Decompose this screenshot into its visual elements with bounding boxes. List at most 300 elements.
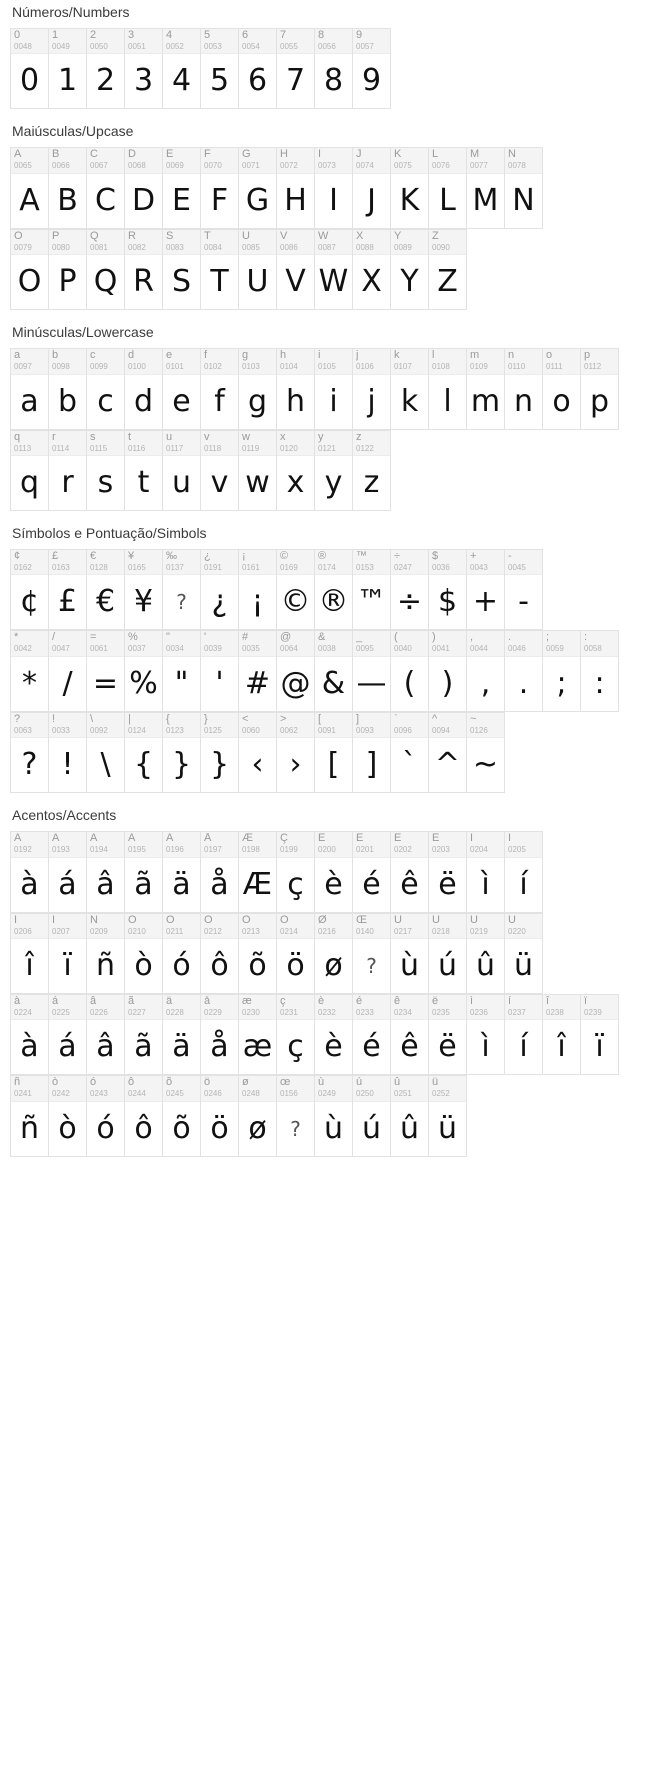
glyph-cell[interactable] [163, 713, 201, 793]
glyph-cell[interactable] [239, 431, 277, 511]
glyph-char-label: 2 [90, 30, 97, 41]
glyph-render: " [174, 665, 189, 701]
glyph-render: A [19, 182, 40, 218]
glyph-cell[interactable] [315, 995, 353, 1075]
glyph-cell[interactable] [239, 1076, 277, 1156]
glyph-render: ô [134, 1110, 153, 1146]
glyph-render: j [367, 383, 376, 419]
glyph-cell[interactable] [353, 29, 391, 109]
glyph-char-label: ) [432, 632, 436, 644]
glyph-cell[interactable] [49, 230, 87, 310]
glyph-cell[interactable] [391, 349, 429, 429]
glyph-render: à [20, 866, 39, 902]
glyph-char-label: I [318, 149, 322, 161]
glyph-cell[interactable] [125, 349, 163, 429]
glyph-char-label: Í [508, 833, 512, 845]
glyph-cell[interactable] [49, 148, 87, 228]
glyph-cell[interactable] [49, 995, 87, 1075]
glyph-cell[interactable] [353, 349, 391, 429]
glyph-cell[interactable] [49, 914, 87, 994]
glyph-cell-header [201, 713, 238, 738]
glyph-render: ¥ [133, 584, 154, 620]
glyph-cell-header [581, 995, 618, 1020]
glyph-cell[interactable] [315, 230, 353, 310]
glyph-render: L [439, 182, 456, 218]
glyph-render: S [171, 264, 192, 300]
glyph-cell[interactable] [429, 995, 467, 1075]
glyph-code-label: 0232 [318, 1007, 336, 1017]
glyph-render: ) [441, 665, 454, 701]
glyph-render: D [131, 182, 156, 218]
glyph-render: x [286, 464, 305, 500]
glyph-cell[interactable] [239, 914, 277, 994]
glyph-cell[interactable] [505, 914, 543, 994]
glyph-cell[interactable] [277, 148, 315, 228]
glyph-char-label: ( [394, 632, 398, 644]
glyph-cell[interactable] [277, 431, 315, 511]
glyph-code-label: 0101 [166, 362, 184, 372]
glyph-render: ú [437, 947, 457, 983]
glyph-cell[interactable] [277, 230, 315, 310]
glyph-render: ç [287, 1029, 304, 1065]
glyph-cell-header [11, 995, 48, 1020]
glyph-cell[interactable] [163, 550, 201, 630]
glyph-cell[interactable] [125, 995, 163, 1075]
glyph-cell[interactable] [353, 1076, 391, 1156]
glyph-cell-header [125, 713, 162, 738]
glyph-char-label: { [166, 713, 170, 725]
glyph-cell[interactable] [277, 349, 315, 429]
glyph-cell[interactable] [505, 995, 543, 1075]
glyph-cell[interactable] [125, 713, 163, 793]
glyph-cell[interactable] [353, 914, 391, 994]
glyph-code-label: 0100 [128, 362, 146, 372]
glyph-cell[interactable] [87, 230, 125, 310]
glyph-cell-header [239, 148, 276, 173]
glyph-cell[interactable] [277, 832, 315, 912]
glyph-cell[interactable] [391, 914, 429, 994]
glyph-cell[interactable] [429, 148, 467, 228]
glyph-cell[interactable] [201, 995, 239, 1075]
glyph-code-label: 0117 [166, 443, 184, 453]
glyph-cell[interactable] [505, 832, 543, 912]
glyph-code-label: 0104 [280, 362, 298, 372]
glyph-cell[interactable] [125, 431, 163, 511]
glyph-cell-header [87, 914, 124, 939]
glyph-cell[interactable] [353, 713, 391, 793]
glyph-cell[interactable] [277, 29, 315, 109]
glyph-cell[interactable] [391, 550, 429, 630]
glyph-cell[interactable] [391, 631, 429, 711]
glyph-code-label: 0251 [394, 1089, 412, 1099]
glyph-cell[interactable] [277, 995, 315, 1075]
glyph-code-label: 0234 [394, 1007, 412, 1017]
glyph-cell[interactable] [543, 995, 581, 1075]
glyph-code-label: 0103 [242, 362, 260, 372]
glyph-cell[interactable] [125, 631, 163, 711]
glyph-code-label: 0033 [52, 725, 70, 735]
glyph-cell[interactable] [429, 230, 467, 310]
glyph-cell[interactable] [505, 349, 543, 429]
glyph-cell[interactable] [163, 995, 201, 1075]
glyph-char-label: ' [204, 632, 207, 644]
glyph-cell[interactable] [125, 148, 163, 228]
glyph-cell-header [315, 148, 352, 173]
glyph-cell[interactable] [581, 995, 619, 1075]
glyph-cell-header [429, 1076, 466, 1101]
glyph-cell[interactable] [163, 914, 201, 994]
glyph-char-label: r [52, 431, 56, 443]
glyph-cell[interactable] [467, 550, 505, 630]
glyph-cell[interactable] [201, 631, 239, 711]
glyph-cell[interactable] [239, 230, 277, 310]
glyph-cell-header [201, 1076, 238, 1101]
glyph-cell-header [163, 148, 200, 173]
glyph-code-label: 0169 [280, 562, 298, 572]
glyph-char-label: N [508, 149, 516, 161]
glyph-char-label: @ [280, 632, 292, 644]
glyph-cell[interactable] [201, 914, 239, 994]
glyph-cell[interactable] [315, 550, 353, 630]
glyph-cell[interactable] [49, 550, 87, 630]
glyph-cell[interactable] [125, 1076, 163, 1156]
glyph-cell[interactable] [11, 29, 49, 109]
glyph-cell[interactable] [49, 631, 87, 711]
glyph-char-label: o [546, 350, 553, 362]
glyph-cell[interactable] [353, 832, 391, 912]
glyph-render: î [25, 947, 34, 983]
glyph-cell[interactable] [277, 550, 315, 630]
glyph-code-label: 0037 [128, 644, 146, 654]
glyph-code-label: 0199 [280, 845, 298, 855]
glyph-cell[interactable] [429, 832, 467, 912]
glyph-char-label: ™ [356, 550, 367, 562]
glyph-code-label: 0090 [432, 242, 450, 252]
glyph-code-label: 0091 [318, 725, 336, 735]
glyph-cell[interactable] [353, 431, 391, 511]
glyph-cell[interactable] [163, 230, 201, 310]
glyph-char-label: â [90, 995, 97, 1007]
glyph-cell[interactable] [49, 29, 87, 109]
glyph-cell[interactable] [11, 550, 49, 630]
glyph-cell[interactable] [201, 431, 239, 511]
glyph-cell[interactable] [391, 1076, 429, 1156]
glyph-cell-header [391, 995, 428, 1020]
glyph-char-label: Ì [470, 833, 474, 845]
glyph-code-label: 0198 [242, 845, 260, 855]
glyph-char-label: ô [128, 1077, 135, 1089]
glyph-cell-header [49, 914, 86, 939]
glyph-cell-header [163, 631, 200, 656]
glyph-char-label: , [470, 632, 474, 644]
glyph-cell[interactable] [11, 431, 49, 511]
glyph-cell[interactable] [239, 29, 277, 109]
glyph-code-label: 0041 [432, 644, 450, 654]
glyph-render: r [61, 464, 74, 500]
glyph-cell[interactable] [581, 349, 619, 429]
glyph-cell[interactable] [201, 713, 239, 793]
section-title: Acentos/Accents [12, 807, 117, 824]
glyph-cell[interactable] [87, 349, 125, 429]
glyph-cell[interactable] [87, 550, 125, 630]
glyph-char-label: l [432, 350, 435, 362]
glyph-code-label: 0056 [318, 42, 336, 51]
glyph-cell[interactable] [315, 832, 353, 912]
glyph-cell-header [391, 349, 428, 374]
glyph-render: h [285, 383, 305, 419]
glyph-cell[interactable] [315, 914, 353, 994]
glyph-render: T [210, 264, 229, 300]
glyph-cell[interactable] [49, 713, 87, 793]
glyph-cell[interactable] [277, 631, 315, 711]
glyph-cell[interactable] [201, 29, 239, 109]
glyph-cell[interactable] [163, 349, 201, 429]
glyph-char-label: \ [90, 713, 94, 725]
glyph-code-label: 0071 [242, 161, 260, 171]
glyph-cell[interactable] [11, 631, 49, 711]
glyph-char-label: P [52, 230, 60, 242]
glyph-cell[interactable] [49, 832, 87, 912]
glyph-cell-header [277, 713, 314, 738]
glyph-cell[interactable] [543, 631, 581, 711]
glyph-cell[interactable] [467, 995, 505, 1075]
glyph-cell[interactable] [429, 914, 467, 994]
glyph-cell[interactable] [505, 148, 543, 228]
glyph-code-label: 0084 [204, 242, 222, 252]
glyph-cell[interactable] [201, 1076, 239, 1156]
glyph-cell[interactable] [467, 914, 505, 994]
glyph-render: € [95, 584, 116, 620]
glyph-cell[interactable] [429, 631, 467, 711]
glyph-cell-header [87, 1076, 124, 1101]
glyph-code-label: 0236 [470, 1007, 488, 1017]
glyph-code-label: 0095 [356, 644, 374, 654]
glyph-cell[interactable] [315, 349, 353, 429]
glyph-char-label: Æ [242, 833, 253, 845]
glyph-cell[interactable] [315, 1076, 353, 1156]
glyph-cell-header [11, 349, 48, 374]
glyph-cell[interactable] [87, 631, 125, 711]
glyph-char-label: ì [470, 995, 474, 1007]
glyph-cell[interactable] [429, 1076, 467, 1156]
glyph-grid [10, 348, 651, 511]
glyph-char-label: ê [394, 995, 401, 1007]
glyph-code-label: 0038 [318, 644, 336, 654]
glyph-cell-header [125, 550, 162, 575]
glyph-cell[interactable] [87, 914, 125, 994]
glyph-cell[interactable] [87, 148, 125, 228]
glyph-code-label: 0109 [470, 362, 488, 372]
glyph-cell[interactable] [239, 550, 277, 630]
glyph-cell[interactable] [163, 431, 201, 511]
glyph-cell-header [353, 631, 390, 656]
glyph-cell[interactable] [125, 230, 163, 310]
glyph-cell[interactable] [315, 713, 353, 793]
glyph-code-label: 0043 [470, 562, 488, 572]
glyph-cell-header [315, 1076, 352, 1101]
glyph-cell[interactable] [201, 832, 239, 912]
glyph-cell[interactable] [239, 148, 277, 228]
glyph-render: @ [280, 665, 311, 701]
glyph-cell[interactable] [201, 148, 239, 228]
glyph-cell[interactable] [11, 1076, 49, 1156]
glyph-code-label: 0205 [508, 845, 526, 855]
glyph-char-label: Ú [432, 914, 440, 926]
glyph-code-label: 0162 [14, 562, 32, 572]
glyph-char-label: å [204, 995, 211, 1007]
glyph-cell[interactable] [505, 631, 543, 711]
glyph-cell[interactable] [467, 148, 505, 228]
glyph-cell[interactable] [11, 713, 49, 793]
glyph-cell[interactable] [87, 832, 125, 912]
glyph-cell[interactable] [353, 995, 391, 1075]
glyph-cell[interactable] [49, 349, 87, 429]
glyph-char-label: ^ [432, 713, 438, 725]
glyph-cell[interactable] [11, 148, 49, 228]
glyph-cell[interactable] [125, 832, 163, 912]
glyph-cell[interactable] [543, 349, 581, 429]
glyph-cell[interactable] [11, 995, 49, 1075]
glyph-cell[interactable] [429, 713, 467, 793]
glyph-render: õ [172, 1110, 191, 1146]
glyph-cell-header [201, 631, 238, 656]
glyph-cell-header [467, 832, 504, 857]
glyph-cell-header [11, 230, 48, 255]
glyph-cell[interactable] [315, 631, 353, 711]
glyph-cell[interactable] [163, 1076, 201, 1156]
glyph-render: ! [61, 747, 74, 783]
glyph-render: { [133, 747, 154, 783]
glyph-cell[interactable] [125, 29, 163, 109]
glyph-cell[interactable] [391, 832, 429, 912]
glyph-cell[interactable] [277, 914, 315, 994]
glyph-code-label: 0092 [90, 725, 108, 735]
glyph-cell[interactable] [353, 148, 391, 228]
glyph-cell[interactable] [353, 631, 391, 711]
glyph-cell[interactable] [315, 431, 353, 511]
glyph-cell-header [201, 832, 238, 857]
glyph-row [10, 712, 505, 793]
glyph-cell-header [467, 914, 504, 939]
glyph-row [10, 28, 391, 109]
glyph-cell[interactable] [391, 230, 429, 310]
glyph-cell[interactable] [467, 631, 505, 711]
glyph-cell[interactable] [353, 550, 391, 630]
glyph-render: b [57, 383, 78, 419]
glyph-cell[interactable] [163, 29, 201, 109]
glyph-cell[interactable] [429, 550, 467, 630]
glyph-cell[interactable] [201, 550, 239, 630]
glyph-cell[interactable] [163, 631, 201, 711]
glyph-cell[interactable] [315, 29, 353, 109]
glyph-render: } [209, 747, 230, 783]
glyph-cell[interactable] [581, 631, 619, 711]
glyph-cell[interactable] [277, 1076, 315, 1156]
glyph-cell[interactable] [49, 431, 87, 511]
glyph-cell[interactable] [239, 832, 277, 912]
glyph-cell[interactable] [11, 914, 49, 994]
glyph-code-label: 0115 [90, 443, 108, 453]
glyph-cell-header [201, 148, 238, 173]
glyph-cell-header [239, 1076, 276, 1101]
glyph-render: [ [327, 747, 340, 783]
glyph-cell[interactable] [391, 995, 429, 1075]
glyph-code-label: 0124 [128, 725, 146, 735]
glyph-code-label: 0163 [52, 562, 70, 572]
glyph-cell[interactable] [505, 550, 543, 630]
glyph-code-label: 0093 [356, 725, 374, 735]
glyph-cell[interactable] [87, 29, 125, 109]
glyph-cell-header [429, 230, 466, 255]
glyph-cell[interactable] [125, 914, 163, 994]
glyph-code-label: 0196 [166, 845, 184, 855]
glyph-cell[interactable] [87, 995, 125, 1075]
glyph-cell[interactable] [429, 349, 467, 429]
glyph-cell[interactable] [125, 550, 163, 630]
glyph-cell[interactable] [239, 631, 277, 711]
glyph-cell[interactable] [163, 832, 201, 912]
glyph-cell[interactable] [467, 832, 505, 912]
glyph-char-label: V [280, 230, 288, 242]
glyph-code-label: 0049 [52, 42, 70, 51]
glyph-cell[interactable] [239, 713, 277, 793]
glyph-render: ó [172, 947, 191, 983]
glyph-cell[interactable] [391, 713, 429, 793]
glyph-char-label: F [204, 149, 211, 161]
glyph-cell[interactable] [11, 230, 49, 310]
glyph-cell-header [315, 431, 352, 456]
glyph-code-label: 0087 [318, 242, 336, 252]
glyph-cell[interactable] [87, 1076, 125, 1156]
glyph-cell[interactable] [11, 832, 49, 912]
glyph-cell[interactable] [239, 995, 277, 1075]
glyph-cell[interactable] [11, 349, 49, 429]
glyph-cell[interactable] [467, 349, 505, 429]
glyph-render: s [97, 464, 114, 500]
glyph-char-label: y [318, 431, 324, 443]
glyph-cell[interactable] [87, 713, 125, 793]
glyph-cell-header [391, 631, 428, 656]
glyph-cell[interactable] [201, 230, 239, 310]
glyph-char-label: Ç [280, 833, 288, 845]
glyph-cell[interactable] [49, 1076, 87, 1156]
glyph-char-label: ä [166, 995, 173, 1007]
glyph-code-label: 0128 [90, 562, 108, 572]
glyph-char-label: S [166, 230, 174, 242]
glyph-cell[interactable] [277, 713, 315, 793]
glyph-code-label: 0112 [584, 362, 602, 372]
glyph-cell[interactable] [391, 148, 429, 228]
glyph-cell-header [11, 713, 48, 738]
glyph-char-label: ` [394, 713, 398, 725]
glyph-cell[interactable] [201, 349, 239, 429]
glyph-cell-header [353, 832, 390, 857]
glyph-char-label: X [356, 230, 364, 242]
glyph-render: é [362, 1029, 381, 1065]
glyph-render: , [480, 665, 491, 701]
glyph-cell[interactable] [239, 349, 277, 429]
glyph-code-label: 0216 [318, 926, 336, 936]
glyph-cell[interactable] [87, 431, 125, 511]
glyph-cell-header [391, 713, 428, 738]
glyph-cell[interactable] [353, 230, 391, 310]
glyph-cell[interactable] [163, 148, 201, 228]
glyph-cell[interactable] [467, 713, 505, 793]
glyph-cell[interactable] [315, 148, 353, 228]
glyph-cell-header [239, 550, 276, 575]
glyph-render: g [247, 383, 268, 419]
glyph-render: è [324, 866, 343, 902]
